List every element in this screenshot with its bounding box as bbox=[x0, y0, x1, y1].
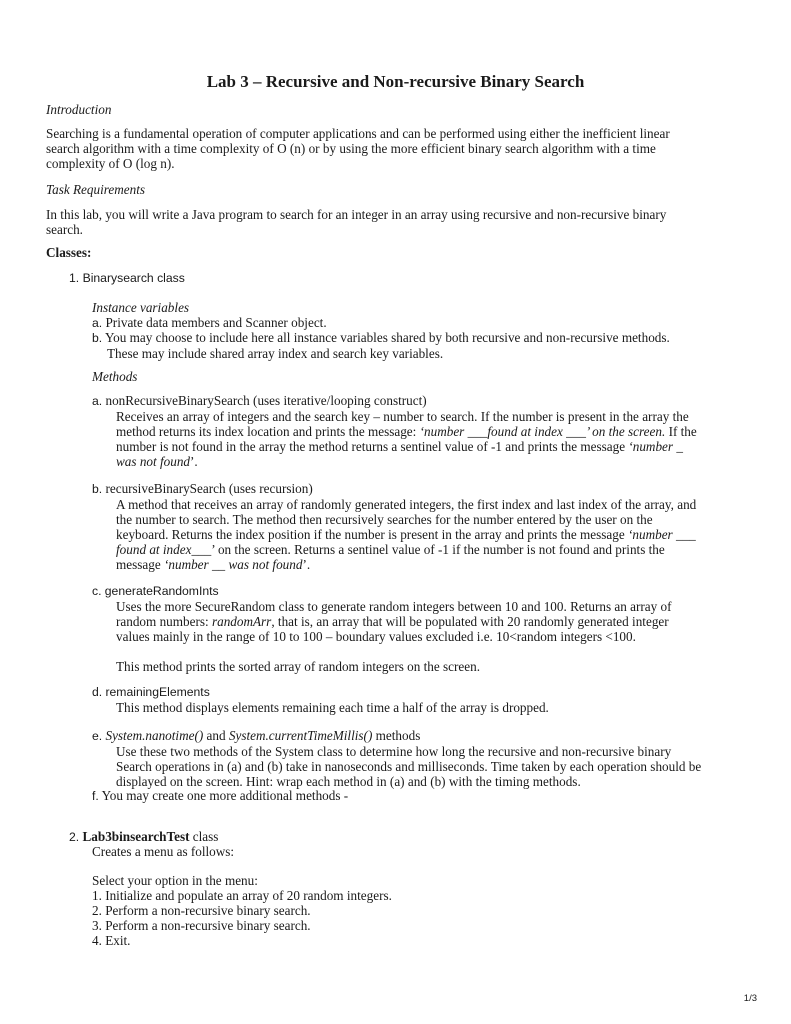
page-title: Lab 3 – Recursive and Non-recursive Binary Search bbox=[206, 72, 585, 91]
class2-name: Lab3binsearchTest bbox=[82, 829, 190, 844]
method-a-line: was not found’. bbox=[116, 454, 198, 469]
method-e-line: Search operations in (a) and (b) take in nanoseconds and milliseconds. Time taken by each operation should be bbox=[116, 759, 702, 774]
intro-line: complexity of O (log n). bbox=[46, 156, 175, 171]
class2-title: 2. Lab3binsearchTest class bbox=[69, 829, 219, 844]
item-label: b. bbox=[92, 482, 103, 496]
method-f bbox=[92, 788, 752, 804]
item-label: a. bbox=[92, 316, 103, 330]
method-c bbox=[92, 583, 752, 674]
class2-number: 2. bbox=[69, 830, 80, 844]
method-b-line: found at index___’ on the screen. Returns a sentinel value of -1 if the number is not found and prints the bbox=[116, 542, 665, 557]
page-number: 1/3 bbox=[743, 993, 757, 1004]
method-f-text: You may create one more additional methods - bbox=[101, 788, 349, 803]
method-e: e. System.nanotime() and System.currentTimeMillis() methods Use these two methods of the System class to determine how long the recursive and non-recursive binary Search operations in (a) and (b) take in nanoseconds and milliseconds. Time taken by each operation should be displayed on the screen. Hint: wrap each method in (a) and (b) with the timing methods. bbox=[92, 728, 762, 789]
menu-block bbox=[92, 873, 392, 948]
menu-title: Select your option in the menu: bbox=[92, 873, 258, 888]
method-a-line: method returns its index location and prints the message: ‘number ___found at index ___’ on the screen. If the bbox=[116, 424, 697, 439]
method-a-line: number is not found in the array the method returns a sentinel value of -1 and prints the message ‘number _ bbox=[116, 439, 683, 454]
menu-item: 1. Initialize and populate an array of 20 random integers. bbox=[92, 888, 392, 903]
task-line: In this lab, you will write a Java program to search for an integer in an array using recursive and non-recursive binary bbox=[46, 207, 667, 222]
item-label: c. bbox=[92, 584, 102, 598]
method-c-line: Uses the more SecureRandom class to generate random integers between 10 and 100. Returns an array of bbox=[116, 599, 672, 614]
method-c-name: generateRandomInts bbox=[104, 584, 219, 598]
method-d bbox=[92, 684, 752, 715]
method-a-name: nonRecursiveBinarySearch (uses iterative/looping construct) bbox=[105, 393, 427, 408]
method-c-line: values mainly in the range of 10 to 100 – boundary values excluded i.e. 10<random integers <100. bbox=[116, 629, 636, 644]
method-a bbox=[92, 393, 752, 469]
instance-heading: Instance variables bbox=[92, 300, 190, 315]
item-text: These may include shared array index and search key variables. bbox=[107, 346, 444, 361]
intro-heading: Introduction bbox=[46, 102, 112, 117]
class1-title bbox=[69, 271, 185, 286]
intro-paragraph bbox=[46, 126, 736, 171]
class2-line: Creates a menu as follows: bbox=[92, 844, 235, 859]
menu-item: 3. Perform a non-recursive binary search. bbox=[92, 918, 311, 933]
class1-number: 1. bbox=[69, 271, 80, 285]
method-e-line: Use these two methods of the System class to determine how long the recursive and non-recursive binary bbox=[116, 744, 672, 759]
item-label: e. bbox=[92, 729, 103, 743]
menu-item: 4. Exit. bbox=[92, 933, 131, 948]
intro-line: search algorithm with a time complexity of O (n) or by using the more efficient binary search algorithm with a time bbox=[46, 141, 656, 156]
method-b-line: A method that receives an array of randomly generated integers, the first index and last index of the array, and bbox=[116, 497, 697, 512]
method-e-line: displayed on the screen. Hint: wrap each method in (a) and (b) with the timing methods. bbox=[116, 774, 581, 789]
task-heading: Task Requirements bbox=[46, 182, 146, 197]
method-b-name: recursiveBinarySearch (uses recursion) bbox=[105, 481, 313, 496]
classes-heading: Classes: bbox=[46, 245, 92, 260]
task-line: search. bbox=[46, 222, 83, 237]
method-c-line: This method prints the sorted array of random integers on the screen. bbox=[116, 659, 481, 674]
method-c-line: random numbers: randomArr, that is, an array that will be populated with 20 randomly generated integer bbox=[116, 614, 669, 629]
intro-line: Searching is a fundamental operation of computer applications and can be performed using either the inefficient linear bbox=[46, 126, 670, 141]
instance-item-a bbox=[92, 315, 752, 331]
method-d-line: This method displays elements remaining each time a half of the array is dropped. bbox=[116, 700, 549, 715]
instance-item-b bbox=[92, 330, 752, 361]
method-a-line: Receives an array of integers and the search key – number to search. If the number is present in the array the bbox=[116, 409, 689, 424]
class1-name: Binarysearch class bbox=[82, 271, 185, 285]
methods-heading: Methods bbox=[92, 369, 138, 384]
menu-item: 2. Perform a non-recursive binary search. bbox=[92, 903, 311, 918]
method-b-line: message ‘number __ was not found’. bbox=[116, 557, 311, 572]
method-b-line: the number to search. The method then recursively searches for the number entered by the user on the bbox=[116, 512, 653, 527]
item-text: Private data members and Scanner object. bbox=[105, 315, 327, 330]
item-label: f. bbox=[92, 789, 99, 803]
method-b-line: keyboard. Returns the index position if the number is present in the array and prints the message ‘number ___ bbox=[116, 527, 696, 542]
task-paragraph bbox=[46, 207, 736, 237]
item-label: a. bbox=[92, 394, 103, 408]
item-label: b. bbox=[92, 331, 103, 345]
method-d-name: remainingElements bbox=[105, 685, 210, 699]
item-label: d. bbox=[92, 685, 103, 699]
item-text: You may choose to include here all instance variables shared by both recursive and non-recursive methods. bbox=[104, 330, 670, 345]
method-b bbox=[92, 481, 752, 572]
